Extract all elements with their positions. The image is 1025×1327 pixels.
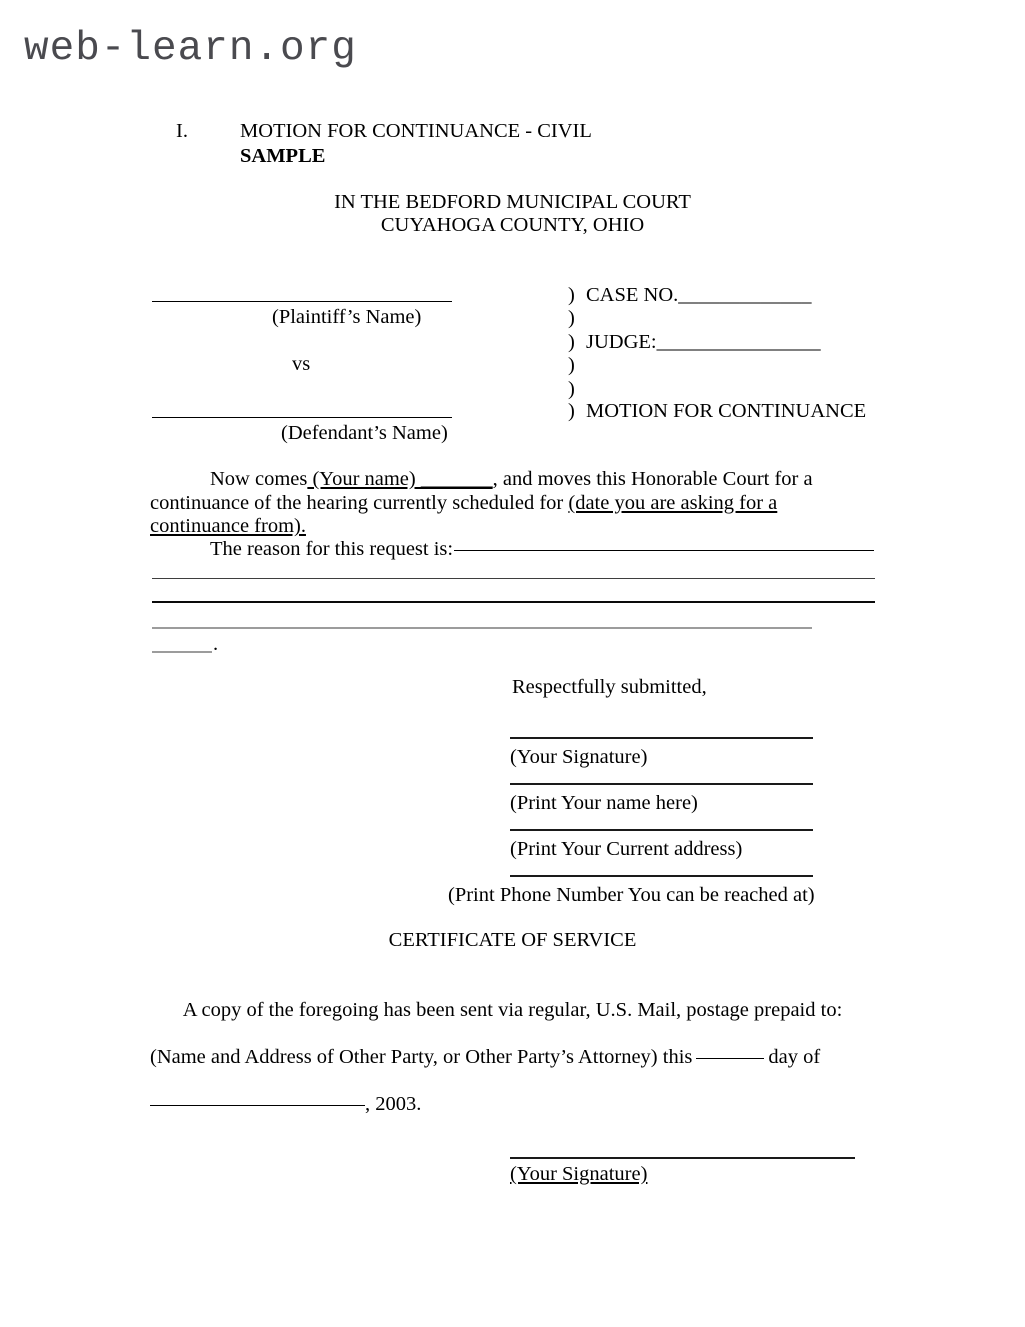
other-party-label: (Name and Address of Other Party, or Other Party’s Attorney) this <box>150 1046 693 1068</box>
caption-paren-6: ) <box>568 400 575 422</box>
plaintiff-name-label: (Plaintiff’s Name) <box>272 306 422 328</box>
page-title: MOTION FOR CONTINUANCE - CIVIL <box>240 120 592 142</box>
motion-caption-title: MOTION FOR CONTINUANCE <box>586 400 867 422</box>
motion-body-continuation: , and moves this Honorable Court for a continuance of the hearing currently scheduled for <box>150 468 813 514</box>
plaintiff-name-rule <box>152 301 452 302</box>
certificate-paragraph-3 <box>150 1093 421 1116</box>
final-signature-rule <box>510 1157 855 1159</box>
signature-rule-4 <box>510 875 813 877</box>
caption-paren-5: ) <box>568 378 575 400</box>
caption-paren-2: ) <box>568 307 575 329</box>
print-name-label: (Print Your name here) <box>510 792 698 814</box>
date-blank: (date you are asking for a continuance from). <box>150 491 778 538</box>
reason-label: The reason for this request is: <box>210 538 454 560</box>
your-name-blank: (Your name) _______ <box>307 468 493 490</box>
signature-rule-3 <box>510 829 813 831</box>
signature-rule-1 <box>510 737 813 739</box>
caption-paren-3: ) <box>568 331 575 353</box>
blank-write-line-4 <box>152 651 212 653</box>
blank-write-line-1 <box>152 578 875 579</box>
blank-write-line-3 <box>152 627 812 629</box>
your-signature-label: (Your Signature) <box>510 746 648 768</box>
signature-rule-2 <box>510 783 813 785</box>
watermark-web-learn-org: web-learn.org <box>24 26 357 72</box>
defendant-name-label: (Defendant’s Name) <box>281 422 448 444</box>
print-phone-label: (Print Phone Number You can be reached at) <box>448 884 815 906</box>
certificate-paragraph-2 <box>150 1046 820 1069</box>
day-of-label: day of <box>768 1046 821 1068</box>
caption-paren-4: ) <box>568 354 575 376</box>
blank-write-line-2 <box>152 601 875 603</box>
reason-for-request-line <box>150 538 876 562</box>
print-address-label: (Print Your Current address) <box>510 838 743 860</box>
certificate-of-service-title: CERTIFICATE OF SERVICE <box>388 929 637 951</box>
judge-field: JUDGE:________________ <box>586 331 821 353</box>
versus-label: vs <box>292 353 311 375</box>
defendant-name-rule <box>152 417 452 418</box>
year-label: , 2003. <box>365 1093 422 1115</box>
case-number-field: CASE NO._____________ <box>586 284 812 306</box>
court-name-line: IN THE BEDFORD MUNICIPAL COURT <box>334 191 691 213</box>
final-signature-label: (Your Signature) <box>510 1163 648 1185</box>
sample-label: SAMPLE <box>240 145 326 167</box>
respectfully-submitted-label: Respectfully submitted, <box>512 676 707 698</box>
caption-paren-1: ) <box>568 284 575 306</box>
day-blank-rule <box>696 1058 764 1059</box>
reason-fill-rule <box>454 550 874 551</box>
court-county-line: CUYAHOGA COUNTY, OHIO <box>380 214 645 236</box>
month-blank-rule <box>150 1105 365 1106</box>
paragraph-end-period: . <box>213 633 219 655</box>
now-comes-text: Now comes <box>210 468 308 490</box>
section-roman-numeral: I. <box>176 120 188 142</box>
motion-body-paragraph <box>150 468 876 539</box>
certificate-paragraph-1: A copy of the foregoing has been sent via regular, U.S. Mail, postage prepaid to: <box>182 999 843 1021</box>
